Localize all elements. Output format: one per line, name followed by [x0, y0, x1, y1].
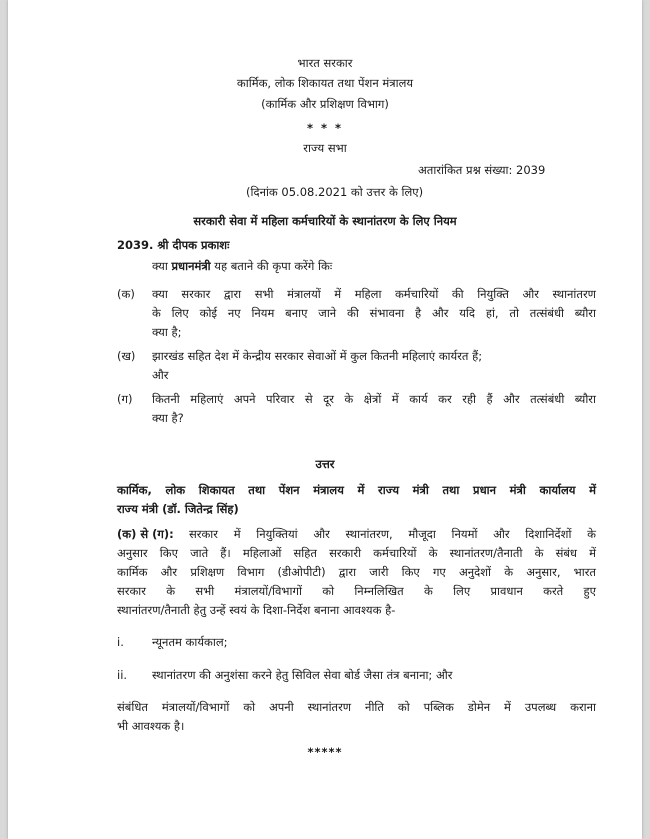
- question-part-label: (क): [117, 287, 135, 301]
- answer-para-line: अनुसार किए जाते हैं। महिलाओं सहित सरकारी कर्मचारियों के स्थानांतरण/तैनाती के संबंध में: [117, 546, 596, 560]
- house-name: राज्य सभा: [303, 141, 347, 155]
- answer-part-label: (क) से (ग):: [117, 527, 174, 541]
- answer-para-line: स्थानांतरण/तैनाती हेतु उन्हें स्वयं के दिशा-निर्देश बनाना आवश्यक है-: [117, 603, 396, 617]
- end-mark: *****: [307, 745, 343, 759]
- ministry-title: कार्मिक, लोक शिकायत तथा पेंशन मंत्रालय: [236, 76, 414, 90]
- question-part-line: क्या है?: [152, 411, 184, 425]
- answer-item-text: स्थानांतरण की अनुशंसा करने हेतु सिविल सेवा बोर्ड जैसा तंत्र बनाना; और: [152, 668, 453, 682]
- answer-date: (दिनांक 05.08.2021 को उत्तर के लिए): [246, 185, 424, 199]
- subject-title: सरकारी सेवा में महिला कर्मचारियों के स्थानांतरण के लिए नियम: [193, 214, 457, 228]
- answer-item-text: न्यूनतम कार्यकाल;: [152, 635, 228, 649]
- question-number: अतारांकित प्रश्न संख्या: 2039: [418, 163, 546, 177]
- question-part-line: कितनी महिलाएं अपने परिवार से दूर के क्षेत्रों में कार्य कर रही हैं और तत्संबंधी ब्यौरा: [152, 392, 596, 406]
- question-part-line: क्या है;: [152, 325, 182, 339]
- answer-para-line: सरकार में नियुक्तियां और स्थानांतरण, मौजूदा नियमों और दिशानिर्देशों के: [189, 527, 596, 541]
- question-part-line: झारखंड सहित देश में केन्द्रीय सरकार सेवाओं में कुल कितनी महिलाएं कार्यरत हैं;: [152, 349, 483, 363]
- answer-heading: उत्तर: [315, 457, 335, 471]
- answer-para-line: सरकार के सभी मंत्रालयों/विभागों को निम्नलिखित के लिए प्रावधान करते हुए: [117, 584, 596, 598]
- department-title: (कार्मिक और प्रशिक्षण विभाग): [261, 97, 389, 111]
- question-part-line: के लिए कोई नए नियम बनाए जाने की संभावना है और यदि हां, तो तत्संबंधी ब्यौरा: [152, 306, 596, 320]
- header-separator: * * *: [306, 121, 344, 135]
- answer-item-label: i.: [117, 635, 124, 649]
- question-intro-prefix: क्या: [152, 259, 172, 273]
- answer-item-label: ii.: [117, 668, 128, 682]
- minister-line: राज्य मंत्री (डॉ. जितेन्द्र सिंह): [117, 502, 239, 516]
- document-page: [8, 0, 642, 839]
- answer-para-line: कार्मिक और प्रशिक्षण विभाग (डीओपीटी) द्वारा जारी किए गए अनुदेशों के अनुसार, भारत: [117, 565, 596, 579]
- question-part-line: क्या सरकार द्वारा सभी मंत्रालयों में महिला कर्मचारियों की नियुक्ति और स्थानांतरण: [152, 287, 596, 301]
- closing-line: संबंधित मंत्रालयों/विभागों को अपनी स्थानांतरण नीति को पब्लिक डोमेन में उपलब्ध कराना: [117, 700, 596, 714]
- minister-line: कार्मिक, लोक शिकायत तथा पेंशन मंत्रालय में राज्य मंत्री तथा प्रधान मंत्री कार्यालय में: [117, 483, 596, 497]
- question-intro-suffix: यह बताने की कृपा करेंगे किः: [210, 259, 333, 273]
- question-part-line: और: [152, 368, 169, 382]
- question-part-label: (ग): [117, 392, 133, 406]
- closing-line: भी आवश्यक है।: [117, 719, 185, 733]
- government-title: भारत सरकार: [297, 56, 353, 70]
- question-part-label: (ख): [117, 349, 136, 363]
- question-intro: [152, 259, 332, 274]
- question-member: 2039. श्री दीपक प्रकाशः: [117, 238, 230, 252]
- question-intro-addressee: प्रधानमंत्री: [171, 259, 211, 273]
